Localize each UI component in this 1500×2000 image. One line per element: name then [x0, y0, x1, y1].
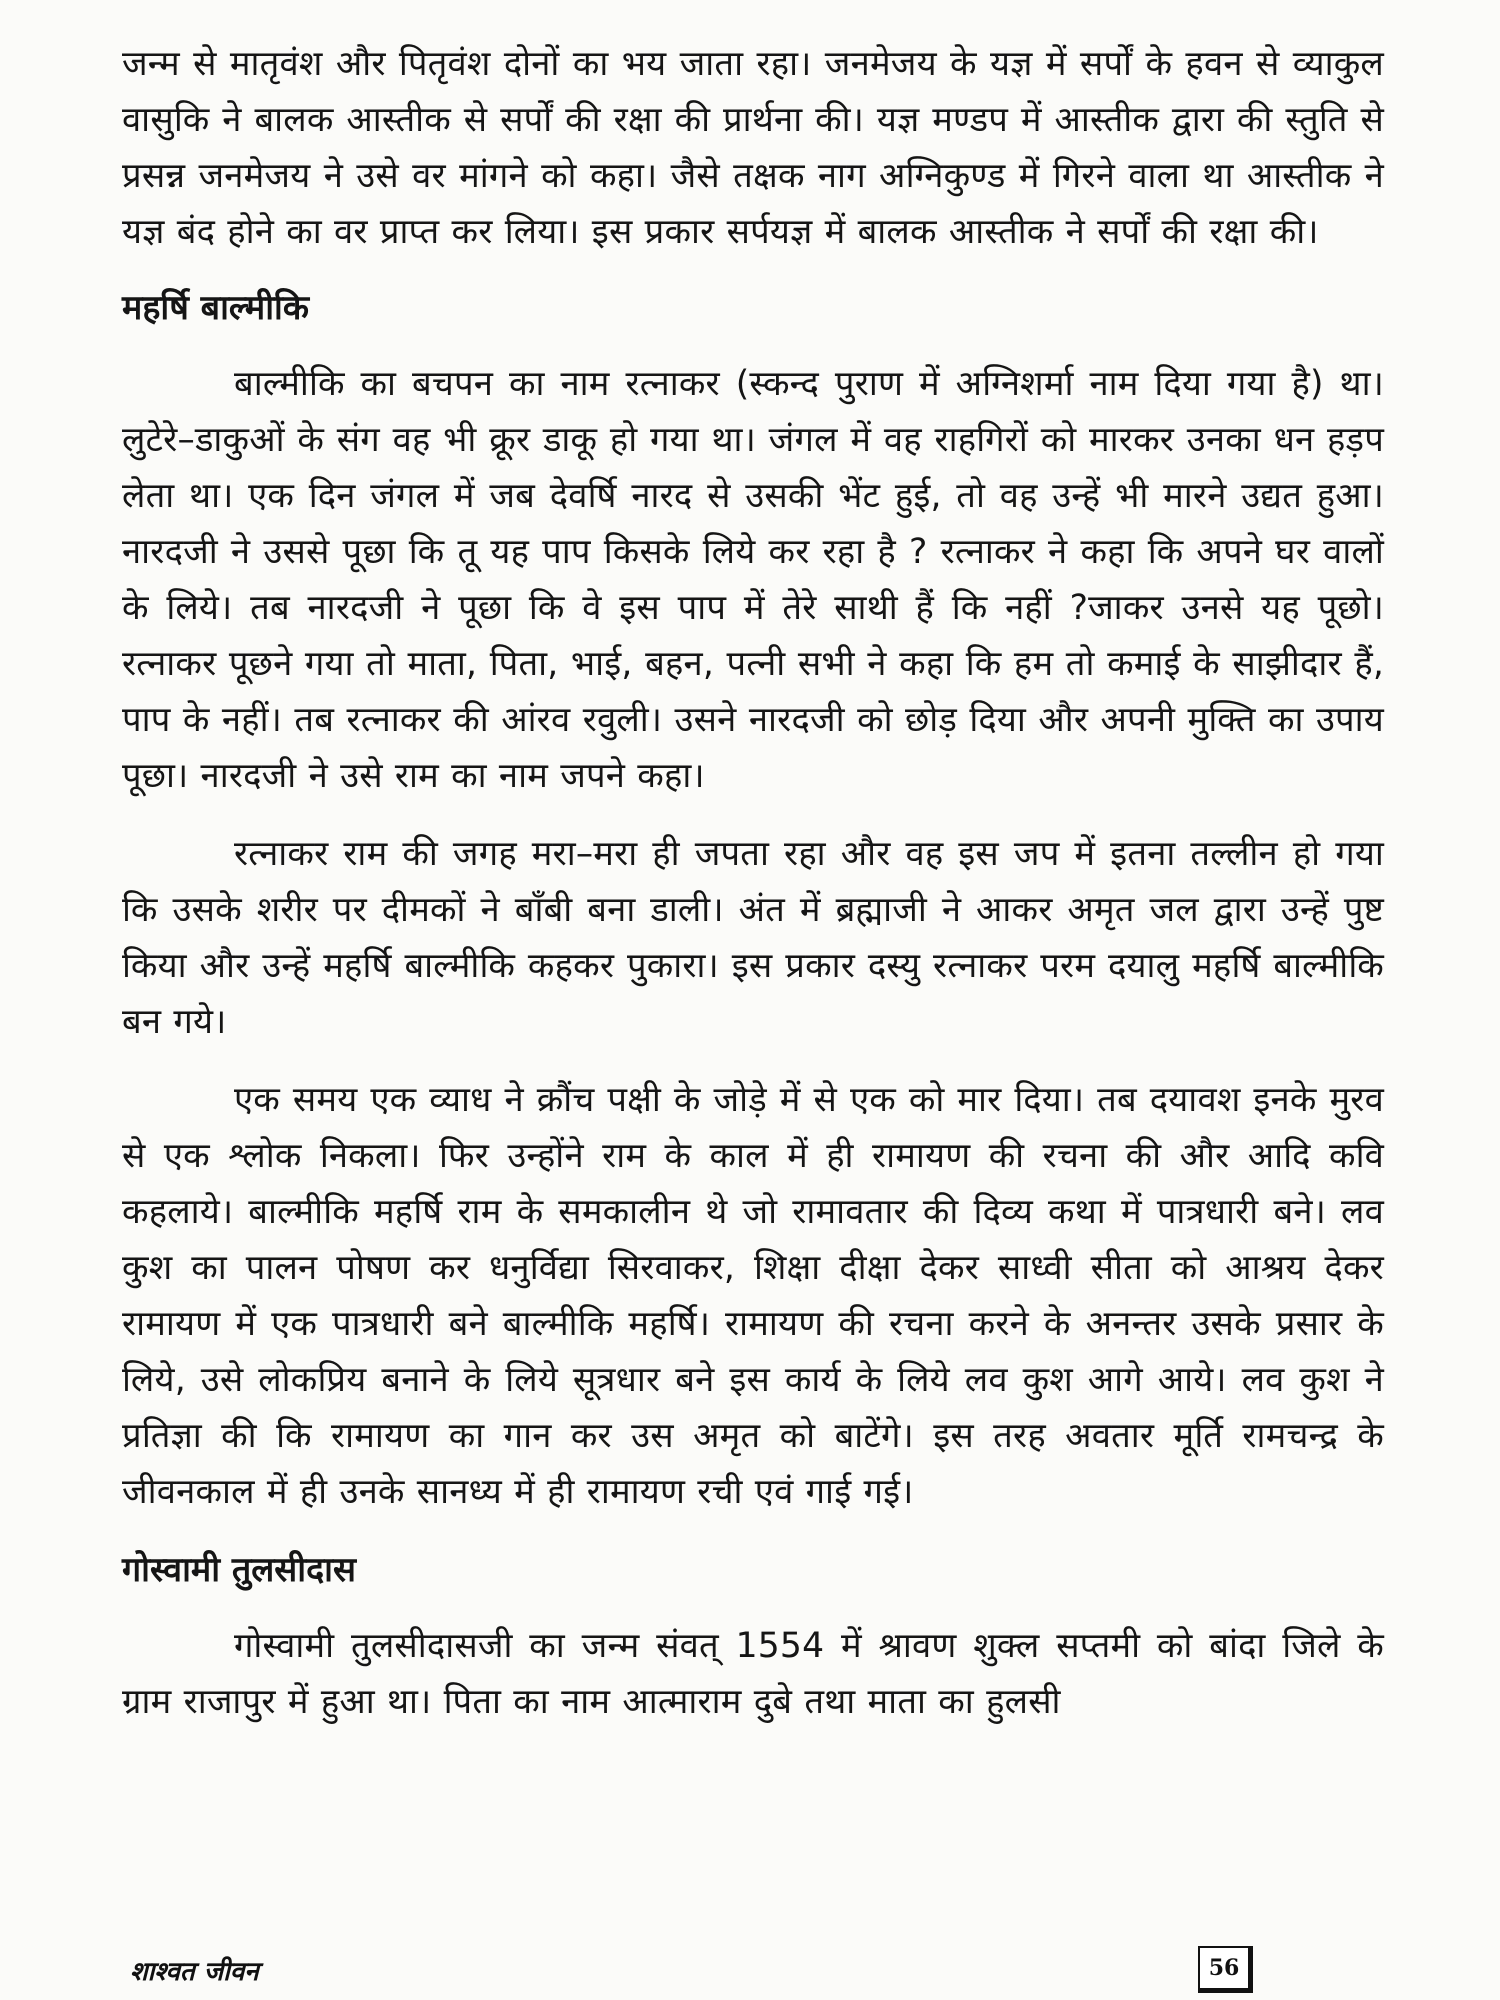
heading-tulsidas: गोस्वामी तुलसीदास: [122, 1550, 356, 1590]
page-number: 56: [1198, 1946, 1253, 1993]
tulsidas-paragraph-1: गोस्वामी तुलसीदासजी का जन्म संवत् 1554 में श्रावण शुक्ल सप्तमी को बांदा जिले के ग्राम राजापुर में हुआ था। पिता का नाम आत्माराम दुबे तथा माता का हुलसी: [122, 1626, 1384, 1722]
heading-valmiki: महर्षि बाल्मीकि: [122, 288, 309, 328]
book-page: [122, 36, 1384, 1936]
valmiki-paragraph-1: बाल्मीकि का बचपन का नाम रत्नाकर (स्कन्द पुराण में अग्निशर्मा नाम दिया गया है) था। लुटेरे–डाकुओं के संग वह भी क्रूर डाकू हो गया था। जंगल में वह राहगिरों को मारकर उनका धन हड़प लेता था। एक दिन जंगल में जब देवर्षि नारद से उसकी भेंट हुई, तो वह उन्हें भी मारने उद्यत हुआ। नारदजी ने उससे पूछा कि तू यह पाप किसके लिये कर रहा है ? रत्नाकर ने कहा कि अपने घर वालों के लिये। तब नारदजी ने पूछा कि वे इस पाप में तेरे साथी हैं कि नहीं ?जाकर उनसे यह पूछो। रत्नाकर पूछने गया तो माता, पिता, भाई, बहन, पत्नी सभी ने कहा कि हम तो कमाई के साझीदार हैं, पाप के नहीं। तब रत्नाकर की आंरव रवुली। उसने नारदजी को छोड़ दिया और अपनी मुक्ति का उपाय पूछा। नारदजी ने उसे राम का नाम जपने कहा।: [122, 364, 1384, 796]
intro-paragraph: जन्म से मातृवंश और पितृवंश दोनों का भय जाता रहा। जनमेजय के यज्ञ में सर्पों के हवन से व्याकुल वासुकि ने बालक आस्तीक से सर्पों की रक्षा की प्रार्थना की। यज्ञ मण्डप में आस्तीक द्वारा की स्तुति से प्रसन्न जनमेजय ने उसे वर मांगने को कहा। जैसे तक्षक नाग अग्निकुण्ड में गिरने वाला था आस्तीक ने यज्ञ बंद होने का वर प्राप्त कर लिया। इस प्रकार सर्पयज्ञ में बालक आस्तीक ने सर्पों की रक्षा की।: [122, 44, 1384, 252]
page-footer: [0, 1940, 1500, 2000]
valmiki-paragraph-3: एक समय एक व्याध ने क्रौंच पक्षी के जोड़े में से एक को मार दिया। तब दयावश इनके मुरव से एक श्लोक निकला। फिर उन्होंने राम के काल में ही रामायण की रचना की और आदि कवि कहलाये। बाल्मीकि महर्षि राम के समकालीन थे जो रामावतार की दिव्य कथा में पात्रधारी बने। लव कुश का पालन पोषण कर धनुर्विद्या सिरवाकर, शिक्षा दीक्षा देकर साध्वी सीता को आश्रय देकर रामायण में एक पात्रधारी बने बाल्मीकि महर्षि। रामायण की रचना करने के अनन्तर उसके प्रसार के लिये, उसे लोकप्रिय बनाने के लिये सूत्रधार बने इस कार्य के लिये लव कुश आगे आये। लव कुश ने प्रतिज्ञा की कि रामायण का गान कर उस अमृत को बाटेंगे। इस तरह अवतार मूर्ति रामचन्द्र के जीवनकाल में ही उनके सानध्य में ही रामायण रची एवं गाई गई।: [122, 1080, 1384, 1512]
footer-brand: शाश्वत जीवन: [130, 1957, 259, 1987]
valmiki-paragraph-2: रत्नाकर राम की जगह मरा–मरा ही जपता रहा और वह इस जप में इतना तल्लीन हो गया कि उसके शरीर पर दीमकों ने बाँबी बना डाली। अंत में ब्रह्माजी ने आकर अमृत जल द्वारा उन्हें पुष्ट किया और उन्हें महर्षि बाल्मीकि कहकर पुकारा। इस प्रकार दस्यु रत्नाकर परम दयालु महर्षि बाल्मीकि बन गये।: [122, 834, 1384, 1042]
